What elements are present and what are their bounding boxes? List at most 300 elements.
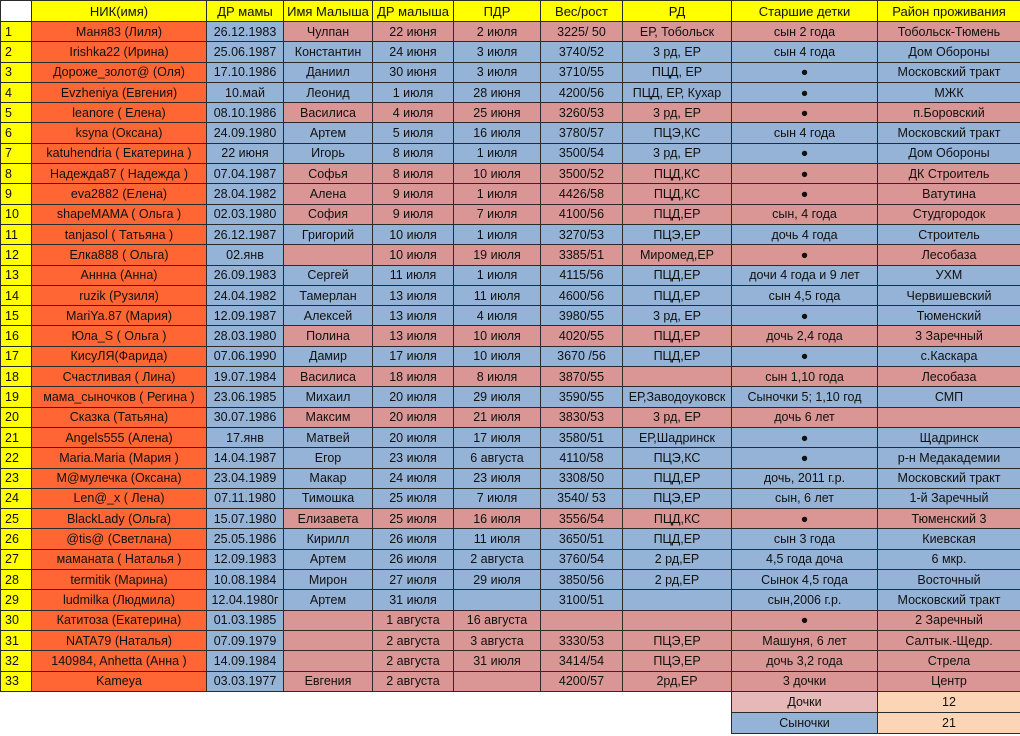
header-row [1,1,1020,22]
due-date-cell: 7 июля [454,488,541,508]
baby-birthday-cell: 1 июля [373,82,454,102]
district-cell: СМП [878,387,1020,407]
district-cell: Салтык.-Щедр. [878,630,1020,650]
older-children-cell: ● [732,448,878,468]
nick-cell: termitik (Марина) [32,570,207,590]
mom-birthday-cell: 24.04.1982 [207,285,284,305]
weight-height-cell: 3414/54 [541,651,623,671]
due-date-cell: 19 июля [454,245,541,265]
older-children-cell: ● [732,509,878,529]
maternity-hospital-cell: ПЦЭ,КС [623,123,732,143]
mom-birthday-cell: 12.09.1983 [207,549,284,569]
baby-birthday-cell: 22 июня [373,22,454,42]
table-body [1,1,1020,734]
due-date-cell: 7 июля [454,204,541,224]
row-index-cell: 7 [1,143,32,163]
baby-birthday-cell: 9 июля [373,204,454,224]
older-children-cell: сын 3 года [732,529,878,549]
baby-birthday-cell: 20 июля [373,387,454,407]
older-children-cell: ● [732,164,878,184]
due-date-cell: 1 июля [454,143,541,163]
nick-cell: маманата ( Наталья ) [32,549,207,569]
older-children-cell: Сыночки 5; 1,10 год [732,387,878,407]
row-index-cell: 16 [1,326,32,346]
row-index-cell: 27 [1,549,32,569]
weight-height-cell: 3308/50 [541,468,623,488]
table-row [1,265,1020,285]
nick-cell: MariYa.87 (Мария) [32,306,207,326]
summary-value: 12 [878,691,1020,712]
maternity-hospital-cell: ПЦД,ЕР [623,285,732,305]
nick-cell: katuhendria ( Екатерина ) [32,143,207,163]
row-index-cell: 32 [1,651,32,671]
summary-label: Сыночки [732,712,878,733]
maternity-hospital-cell [623,610,732,630]
maternity-hospital-cell: ПЦД,КС [623,184,732,204]
older-children-cell: сын 1,10 года [732,367,878,387]
nick-cell: Maria.Maria (Мария ) [32,448,207,468]
table-row [1,245,1020,265]
table-row [1,143,1020,163]
mom-birthday-cell: 26.12.1987 [207,224,284,244]
district-cell: с.Каскара [878,346,1020,366]
older-children-cell: ● [732,103,878,123]
maternity-hospital-cell: 2рд,ЕР [623,671,732,691]
weight-height-cell: 3850/56 [541,570,623,590]
maternity-hospital-cell: 3 рд, ЕР [623,306,732,326]
baby-name-cell: Егор [284,448,373,468]
district-cell: 3 Заречный [878,326,1020,346]
mom-birthday-cell: 26.12.1983 [207,22,284,42]
district-cell: 2 Заречный [878,610,1020,630]
baby-birthday-cell: 13 июля [373,326,454,346]
weight-height-cell: 3500/52 [541,164,623,184]
weight-height-cell: 3580/51 [541,427,623,447]
maternity-hospital-cell: ПЦЭ,ЕР [623,630,732,650]
baby-birthday-cell: 11 июля [373,265,454,285]
table-row [1,326,1020,346]
row-index-cell: 26 [1,529,32,549]
baby-birthday-cell: 9 июля [373,184,454,204]
baby-birthday-cell: 24 июня [373,42,454,62]
weight-height-cell: 4600/56 [541,285,623,305]
table-row [1,42,1020,62]
row-index-cell: 17 [1,346,32,366]
district-cell: Московский тракт [878,468,1020,488]
weight-height-cell: 3556/54 [541,509,623,529]
baby-birthday-cell: 8 июля [373,164,454,184]
baby-birthday-cell: 20 июля [373,427,454,447]
row-index-cell: 28 [1,570,32,590]
baby-name-cell: Матвей [284,427,373,447]
due-date-cell: 16 июля [454,509,541,529]
weight-height-cell: 4200/56 [541,82,623,102]
district-cell: Тобольск-Тюмень [878,22,1020,42]
row-index-cell: 10 [1,204,32,224]
district-cell: Киевская [878,529,1020,549]
mom-birthday-cell: 28.03.1980 [207,326,284,346]
table-row [1,82,1020,102]
weight-height-cell: 3740/52 [541,42,623,62]
baby-birthday-cell: 2 августа [373,671,454,691]
maternity-hospital-cell: ПЦЭ,КС [623,448,732,468]
mom-birthday-cell: 23.06.1985 [207,387,284,407]
baby-name-cell [284,651,373,671]
district-cell: Щадринск [878,427,1020,447]
district-cell: Червишевский [878,285,1020,305]
weight-height-cell: 3650/51 [541,529,623,549]
baby-name-cell: Василиса [284,367,373,387]
older-children-cell: дочь 6 лет [732,407,878,427]
mom-birthday-cell: 25.05.1986 [207,529,284,549]
maternity-hospital-cell: ПЦД,КС [623,509,732,529]
baby-name-cell [284,610,373,630]
due-date-cell: 11 июля [454,285,541,305]
due-date-cell: 8 июля [454,367,541,387]
older-children-cell: 4,5 года доча [732,549,878,569]
district-cell: Тюменский [878,306,1020,326]
baby-birthday-cell: 26 июля [373,549,454,569]
mom-birthday-cell: 24.09.1980 [207,123,284,143]
older-children-cell: дочь 2,4 года [732,326,878,346]
baby-birthday-cell: 31 июля [373,590,454,610]
mom-birthday-cell: 26.09.1983 [207,265,284,285]
table-row [1,427,1020,447]
maternity-hospital-cell: 3 рд, ЕР [623,407,732,427]
nick-cell: leanore ( Елена) [32,103,207,123]
row-index-cell: 23 [1,468,32,488]
older-children-cell: сын 4 года [732,42,878,62]
row-index-cell: 18 [1,367,32,387]
mom-birthday-cell: 22 июня [207,143,284,163]
mom-birthday-cell: 10.май [207,82,284,102]
due-date-cell: 16 августа [454,610,541,630]
header-cell-district: Район проживания [878,1,1020,22]
row-index-cell: 29 [1,590,32,610]
maternity-hospital-cell: Миромед,ЕР [623,245,732,265]
nick-cell: @tis@ (Светлана) [32,529,207,549]
maternity-hospital-cell [623,590,732,610]
mom-birthday-cell: 07.09.1979 [207,630,284,650]
baby-name-cell: Тимошка [284,488,373,508]
baby-birthday-cell: 23 июля [373,448,454,468]
header-cell-maternity-hospital: РД [623,1,732,22]
header-cell-older-children: Старшие детки [732,1,878,22]
table-row [1,407,1020,427]
district-cell: Центр [878,671,1020,691]
older-children-cell: ● [732,306,878,326]
summary-row [1,712,1020,733]
baby-birthday-cell: 10 июля [373,224,454,244]
due-date-cell: 10 июля [454,326,541,346]
baby-birthday-cell: 25 июля [373,488,454,508]
nick-cell: КисуЛЯ(Фарида) [32,346,207,366]
mom-birthday-cell: 19.07.1984 [207,367,284,387]
weight-height-cell: 3270/53 [541,224,623,244]
row-index-cell: 22 [1,448,32,468]
older-children-cell: ● [732,184,878,204]
district-cell: п.Боровский [878,103,1020,123]
older-children-cell: сын,2006 г.р. [732,590,878,610]
district-cell: Лесобаза [878,367,1020,387]
due-date-cell: 29 июля [454,387,541,407]
row-index-cell: 12 [1,245,32,265]
table-row [1,671,1020,691]
nick-cell: Маня83 (Лиля) [32,22,207,42]
weight-height-cell: 3540/ 53 [541,488,623,508]
nick-cell: ruzik (Рузиля) [32,285,207,305]
summary-label: Дочки [732,691,878,712]
header-cell-mom-birthday: ДР мамы [207,1,284,22]
baby-name-cell: Елизавета [284,509,373,529]
nick-cell: Kameya [32,671,207,691]
district-cell: МЖК [878,82,1020,102]
row-index-cell: 30 [1,610,32,630]
maternity-hospital-cell [623,367,732,387]
older-children-cell: сын 4 года [732,123,878,143]
due-date-cell: 25 июня [454,103,541,123]
baby-birthday-cell: 10 июля [373,245,454,265]
summary-value: 21 [878,712,1020,733]
weight-height-cell [541,610,623,630]
row-index-cell: 33 [1,671,32,691]
table-row [1,610,1020,630]
district-cell: Дом Обороны [878,42,1020,62]
nick-cell: shapeMAMA ( Ольга ) [32,204,207,224]
mom-birthday-cell: 17.янв [207,427,284,447]
row-index-cell: 8 [1,164,32,184]
baby-name-cell: Евгения [284,671,373,691]
maternity-hospital-cell: ЕР,Заводоуковск [623,387,732,407]
due-date-cell: 10 июля [454,164,541,184]
due-date-cell: 17 июля [454,427,541,447]
older-children-cell: сын, 6 лет [732,488,878,508]
due-date-cell [454,590,541,610]
baby-name-cell: Алена [284,184,373,204]
baby-birthday-cell: 2 августа [373,630,454,650]
table-row [1,224,1020,244]
district-cell: р-н Медакадемии [878,448,1020,468]
baby-name-cell: Чулпан [284,22,373,42]
nick-cell: BlackLady (Ольга) [32,509,207,529]
baby-birthday-cell: 25 июля [373,509,454,529]
older-children-cell: Машуня, 6 лет [732,630,878,650]
due-date-cell: 29 июля [454,570,541,590]
row-index-cell: 2 [1,42,32,62]
table-row [1,184,1020,204]
baby-name-cell: Леонид [284,82,373,102]
nick-cell: Юла_S ( Ольга ) [32,326,207,346]
maternity-hospital-cell: ПЦД,ЕР [623,204,732,224]
nick-cell: Надежда87 ( Надежда ) [32,164,207,184]
weight-height-cell: 3780/57 [541,123,623,143]
summary-spacer [1,712,732,733]
table-row [1,387,1020,407]
maternity-hospital-cell: ЕР,Шадринск [623,427,732,447]
due-date-cell [454,671,541,691]
row-index-cell: 3 [1,62,32,82]
district-cell: Тюменский 3 [878,509,1020,529]
baby-birthday-cell: 24 июля [373,468,454,488]
nick-cell: Сказка (Татьяна) [32,407,207,427]
baby-birthday-cell: 1 августа [373,610,454,630]
table-row [1,529,1020,549]
district-cell: Дом Обороны [878,143,1020,163]
district-cell [878,407,1020,427]
older-children-cell: ● [732,245,878,265]
mom-birthday-cell: 08.10.1986 [207,103,284,123]
weight-height-cell: 3830/53 [541,407,623,427]
table-row [1,164,1020,184]
baby-name-cell: Макар [284,468,373,488]
mom-birthday-cell: 03.03.1977 [207,671,284,691]
older-children-cell: дочь 3,2 года [732,651,878,671]
district-cell: Лесобаза [878,245,1020,265]
baby-name-cell [284,245,373,265]
baby-name-cell: Дамир [284,346,373,366]
table-row [1,62,1020,82]
maternity-hospital-cell: ПЦД,ЕР [623,346,732,366]
baby-name-cell: Василиса [284,103,373,123]
older-children-cell: ● [732,346,878,366]
table-row [1,346,1020,366]
table-row [1,448,1020,468]
header-cell-weight-height: Вес/рост [541,1,623,22]
row-index-cell: 9 [1,184,32,204]
maternity-hospital-cell: ПЦЭ,ЕР [623,224,732,244]
nick-cell: NATA79 (Наталья) [32,630,207,650]
baby-name-cell: Артем [284,590,373,610]
weight-height-cell: 3225/ 50 [541,22,623,42]
mom-birthday-cell: 23.04.1989 [207,468,284,488]
baby-name-cell: Максим [284,407,373,427]
older-children-cell: ● [732,82,878,102]
baby-birthday-cell: 4 июля [373,103,454,123]
row-index-cell: 25 [1,509,32,529]
table-row [1,103,1020,123]
due-date-cell: 1 июля [454,224,541,244]
table-row [1,22,1020,42]
mom-birthday-cell: 17.10.1986 [207,62,284,82]
row-index-cell: 20 [1,407,32,427]
mom-birthday-cell: 10.08.1984 [207,570,284,590]
weight-height-cell: 3500/54 [541,143,623,163]
due-date-cell: 3 июля [454,62,541,82]
baby-name-cell: Артем [284,549,373,569]
baby-name-cell: Софья [284,164,373,184]
table-row [1,509,1020,529]
table-row [1,630,1020,650]
mom-birthday-cell: 02.03.1980 [207,204,284,224]
weight-height-cell: 4426/58 [541,184,623,204]
weight-height-cell: 4100/56 [541,204,623,224]
nick-cell: Катитоза (Екатерина) [32,610,207,630]
district-cell: Строитель [878,224,1020,244]
summary-row [1,691,1020,712]
baby-name-cell: Тамерлан [284,285,373,305]
due-date-cell: 23 июля [454,468,541,488]
baby-birthday-cell: 5 июля [373,123,454,143]
weight-height-cell: 3670 /56 [541,346,623,366]
mom-birthday-cell: 28.04.1982 [207,184,284,204]
district-cell: Стрела [878,651,1020,671]
mom-birthday-cell: 02.янв [207,245,284,265]
baby-name-cell: Алексей [284,306,373,326]
maternity-hospital-cell: ПЦЭ,ЕР [623,488,732,508]
mom-birthday-cell: 07.06.1990 [207,346,284,366]
row-index-cell: 11 [1,224,32,244]
maternity-hospital-cell: ПЦД, ЕР, Кухар [623,82,732,102]
baby-name-cell: Полина [284,326,373,346]
older-children-cell: ● [732,62,878,82]
nick-cell: Irishka22 (Ирина) [32,42,207,62]
nick-cell: Len@_x ( Лена) [32,488,207,508]
nick-cell: Счастливая ( Лина) [32,367,207,387]
nick-cell: Angels555 (Алена) [32,427,207,447]
table-row [1,570,1020,590]
district-cell: 1-й Заречный [878,488,1020,508]
older-children-cell: Сынок 4,5 года [732,570,878,590]
table-row [1,367,1020,387]
baby-birthday-cell: 8 июля [373,143,454,163]
maternity-hospital-cell: ПЦЭ,ЕР [623,651,732,671]
older-children-cell: дочь, 2011 г.р. [732,468,878,488]
row-index-cell: 15 [1,306,32,326]
row-index-cell: 4 [1,82,32,102]
maternity-hospital-cell: ПЦД,ЕР [623,529,732,549]
table-row [1,204,1020,224]
table-row [1,468,1020,488]
mom-birthday-cell: 25.06.1987 [207,42,284,62]
older-children-cell: ● [732,610,878,630]
nick-cell: eva2882 (Елена) [32,184,207,204]
row-index-cell: 14 [1,285,32,305]
weight-height-cell: 3710/55 [541,62,623,82]
maternity-hospital-cell: 2 рд,ЕР [623,549,732,569]
due-date-cell: 6 августа [454,448,541,468]
baby-name-cell: Михаил [284,387,373,407]
table-row [1,549,1020,569]
header-cell-nick: НИК(имя) [32,1,207,22]
older-children-cell: сын 2 года [732,22,878,42]
row-index-cell: 6 [1,123,32,143]
table-row [1,488,1020,508]
due-date-cell: 1 июля [454,265,541,285]
table-row [1,651,1020,671]
due-date-cell: 16 июля [454,123,541,143]
maternity-hospital-cell: 3 рд, ЕР [623,42,732,62]
summary-spacer [1,691,732,712]
mom-birthday-cell: 01.03.1985 [207,610,284,630]
weight-height-cell: 4200/57 [541,671,623,691]
weight-height-cell: 3980/55 [541,306,623,326]
header-cell-due-date: ПДР [454,1,541,22]
baby-birthday-cell: 13 июля [373,285,454,305]
baby-name-cell: Константин [284,42,373,62]
baby-birthday-cell: 17 июля [373,346,454,366]
due-date-cell: 10 июля [454,346,541,366]
mom-birthday-cell: 14.09.1984 [207,651,284,671]
due-date-cell: 2 июля [454,22,541,42]
district-cell: 6 мкр. [878,549,1020,569]
weight-height-cell: 3385/51 [541,245,623,265]
header-cell-baby-name: Имя Малыша [284,1,373,22]
nick-cell: ksyna (Оксана) [32,123,207,143]
baby-name-cell: Даниил [284,62,373,82]
older-children-cell: сын 4,5 года [732,285,878,305]
district-cell: ДК Строитель [878,164,1020,184]
row-index-cell: 13 [1,265,32,285]
